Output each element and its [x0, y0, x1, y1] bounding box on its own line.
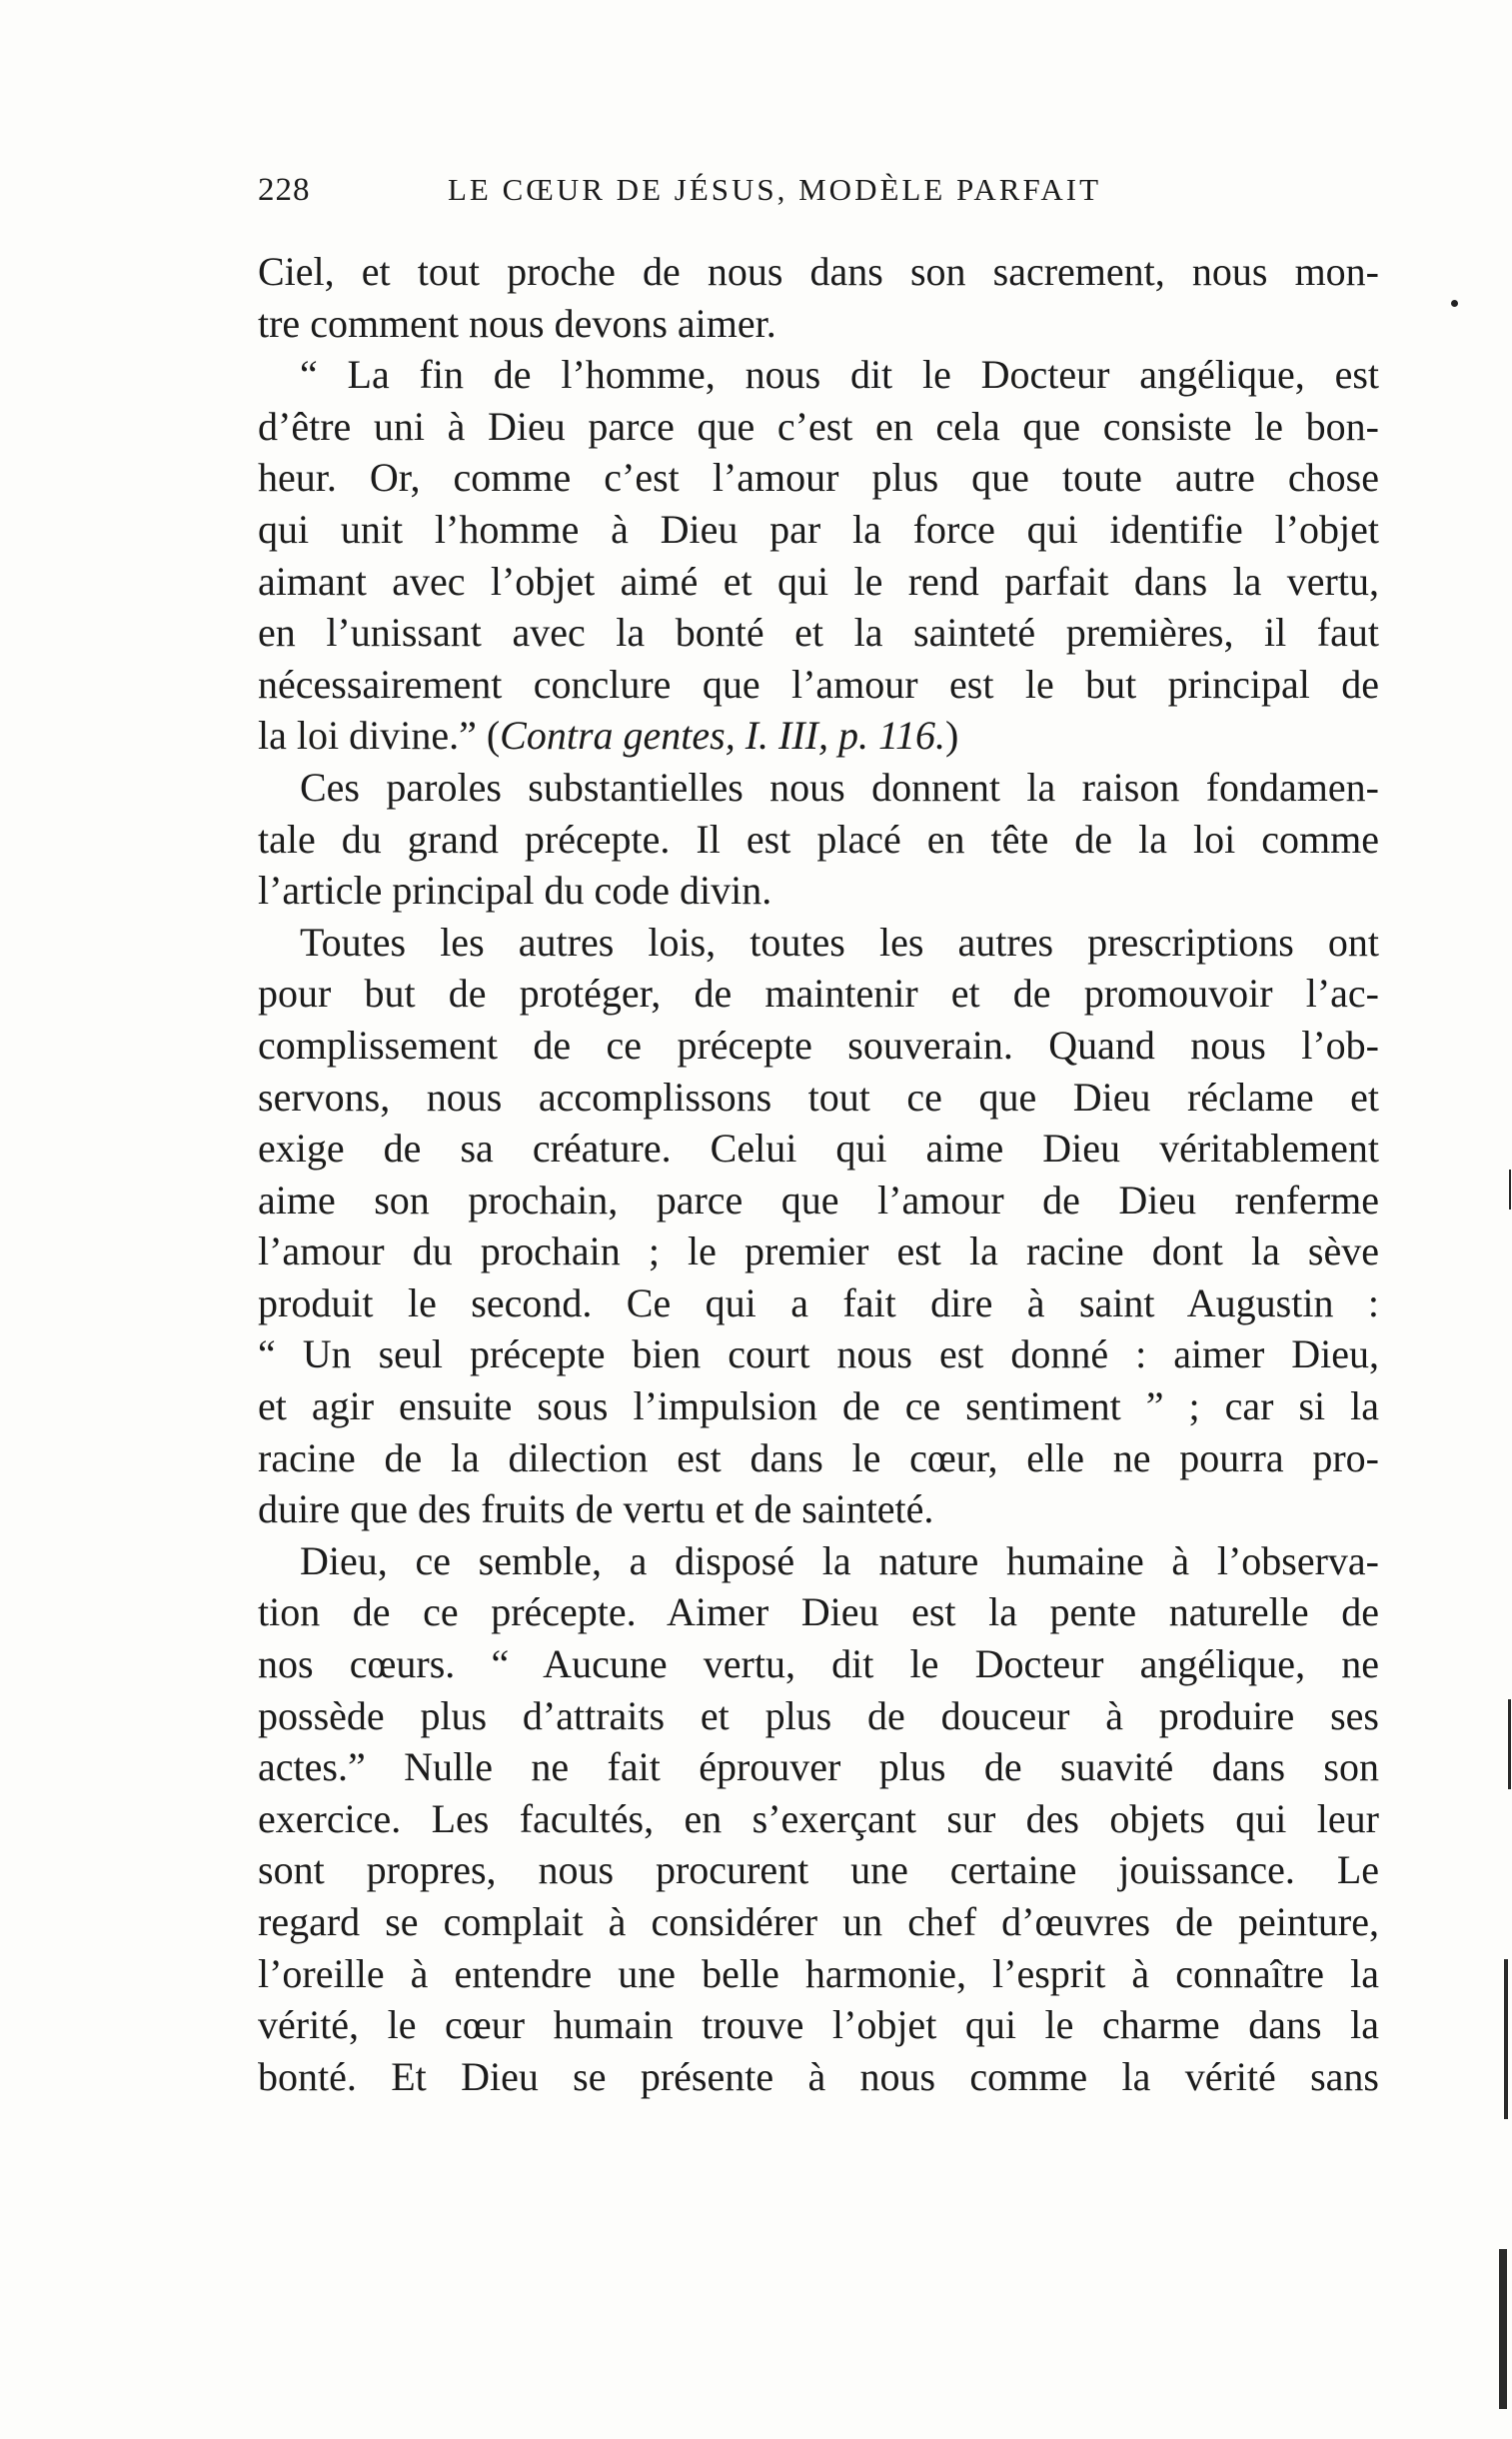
scan-edge-mark: [1499, 2249, 1507, 2409]
text-line: sont propres, nous procurent une certaine jouissance. Le: [258, 1847, 1379, 1893]
text-line: l’article principal du code divin.: [258, 868, 772, 914]
scan-edge-mark: [1508, 1699, 1511, 1789]
text-line: Toutes les autres lois, toutes les autres prescriptions ont: [300, 919, 1379, 965]
text-line: “ Un seul précepte bien court nous est donné : aimer Dieu,: [258, 1331, 1379, 1377]
text-line: [258, 710, 1379, 762]
text-line: produit le second. Ce qui a fait dire à saint Augustin :: [258, 1279, 1379, 1325]
body-text: [258, 246, 1379, 2102]
scan-edge-mark: [1504, 1959, 1508, 2119]
text-line: tion de ce précepte. Aimer Dieu est la pente naturelle de: [258, 1589, 1379, 1635]
text-line: et agir ensuite sous l’impulsion de ce sentiment ” ; car si la: [258, 1383, 1379, 1429]
text-line: heur. Or, comme c’est l’amour plus que toute autre chose: [258, 455, 1379, 501]
text-line-segment: la loi divine.” (: [258, 713, 501, 759]
text-line: tale du grand précepte. Il est placé en tête de la loi comme: [258, 816, 1379, 862]
text-line: vérité, le cœur humain trouve l’objet qui le charme dans la: [258, 2002, 1379, 2048]
running-title: LE CŒUR DE JÉSUS, MODÈLE PARFAIT: [448, 172, 1102, 207]
text-line-segment: ): [945, 713, 959, 759]
citation-italic: Contra gentes, I. III, p. 116.: [500, 713, 946, 759]
text-line: bonté. Et Dieu se présente à nous comme la vérité sans: [258, 2053, 1379, 2099]
page-number: 228: [258, 172, 311, 208]
text-line: servons, nous accomplissons tout ce que Dieu réclame et: [258, 1074, 1379, 1120]
text-line: nécessairement conclure que l’amour est le but principal de: [258, 661, 1379, 707]
text-line: exercice. Les facultés, en s’exerçant sur des objets qui leur: [258, 1795, 1379, 1841]
text-line: Dieu, ce semble, a disposé la nature humaine à l’observa-: [300, 1537, 1379, 1583]
text-line: exige de sa créature. Celui qui aime Dieu véritablement: [258, 1126, 1379, 1172]
text-line: l’amour du prochain ; le premier est la racine dont la sève: [258, 1228, 1379, 1274]
scan-speck: [1451, 300, 1458, 307]
text-line: tre comment nous devons aimer.: [258, 300, 776, 346]
text-line: en l’unissant avec la bonté et la sainteté premières, il faut: [258, 610, 1379, 656]
text-line: “ La fin de l’homme, nous dit le Docteur angélique, est: [300, 352, 1379, 398]
text-line: complissement de ce précepte souverain. Quand nous l’ob-: [258, 1022, 1379, 1068]
text-line: duire que des fruits de vertu et de sainteté.: [258, 1486, 934, 1532]
text-line: aimant avec l’objet aimé et qui le rend parfait dans la vertu,: [258, 558, 1379, 604]
text-line: l’oreille à entendre une belle harmonie, l’esprit à connaître la: [258, 1950, 1379, 1996]
text-line: racine de la dilection est dans le cœur, elle ne pourra pro-: [258, 1434, 1379, 1480]
text-line: qui unit l’homme à Dieu par la force qui identifie l’objet: [258, 506, 1379, 552]
scan-edge-mark: [1509, 1170, 1511, 1210]
text-line: Ces paroles substantielles nous donnent la raison fondamen-: [300, 764, 1379, 810]
text-line: Ciel, et tout proche de nous dans son sacrement, nous mon-: [258, 249, 1379, 294]
text-line: regard se complait à considérer un chef d’œuvres de peinture,: [258, 1899, 1379, 1944]
text-line: pour but de protéger, de maintenir et de promouvoir l’ac-: [258, 971, 1379, 1017]
text-line: possède plus d’attraits et plus de douceur à produire ses: [258, 1692, 1379, 1738]
text-line: actes.” Nulle ne fait éprouver plus de suavité dans son: [258, 1744, 1379, 1790]
running-head: [258, 172, 1377, 222]
text-line: d’être uni à Dieu parce que c’est en cela que consiste le bon-: [258, 403, 1379, 449]
text-line: nos cœurs. “ Aucune vertu, dit le Docteur angélique, ne: [258, 1641, 1379, 1687]
text-line: aime son prochain, parce que l’amour de Dieu renferme: [258, 1177, 1379, 1222]
